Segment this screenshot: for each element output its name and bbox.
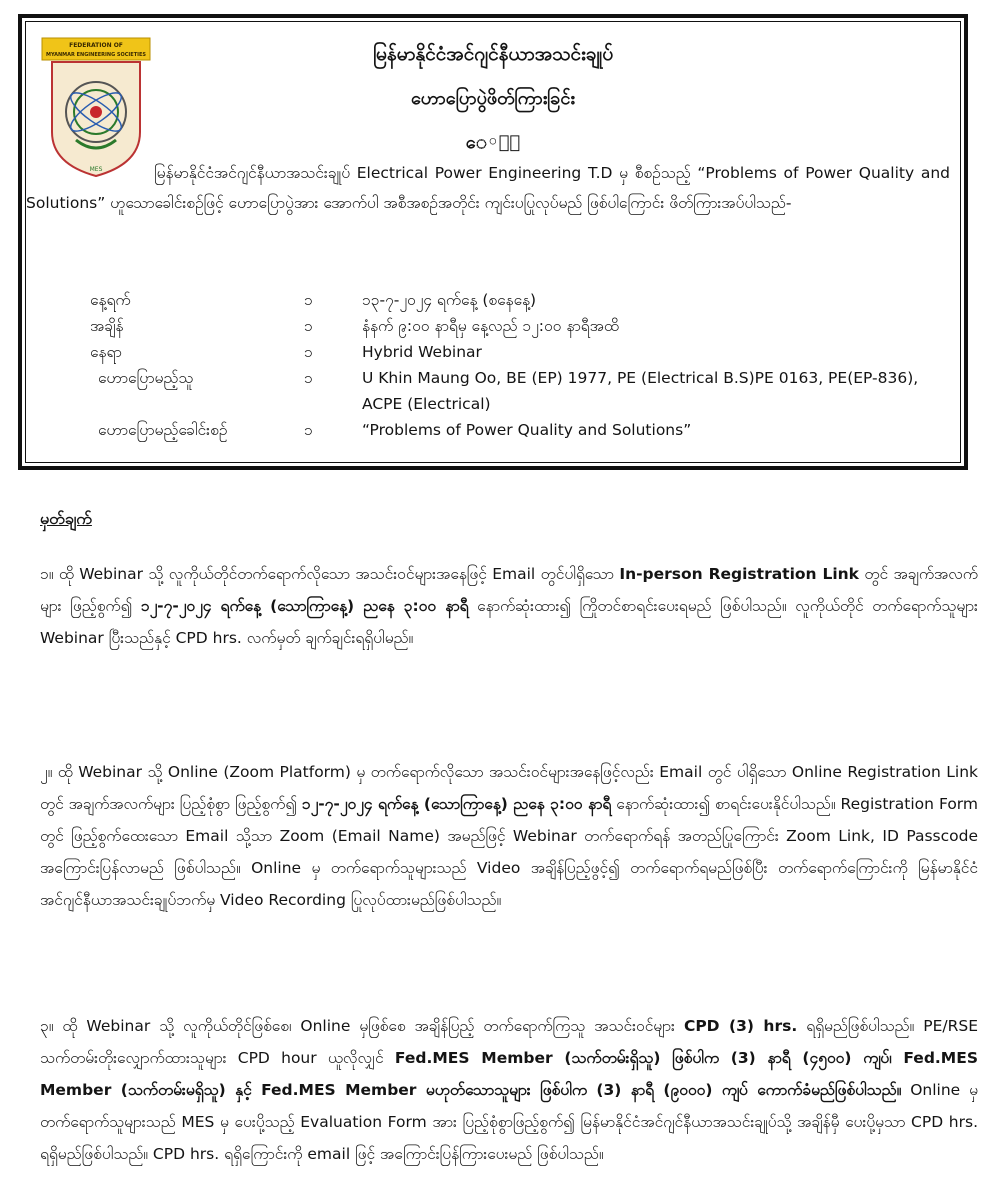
details-separator: ၁ (304, 421, 313, 439)
details-separator: ၁ (304, 317, 313, 335)
details-label: နေရာ (90, 343, 122, 361)
note-paragraph-2 (40, 756, 978, 916)
notice-frame (18, 14, 968, 470)
details-row-topic (90, 417, 950, 443)
details-value: နံနက် ၉:၀၀ နာရီမှ နေ့လည် ၁၂:၀၀ နာရီအထိ (362, 317, 619, 335)
note-bold-text: ၁၂-၇-၂၀၂၄ ရက်နေ့ (သောကြာနေ့) ညနေ ၃:၀၀ နာရီ (301, 795, 612, 813)
note-text: Online မှ တက်ရောက်သူများသည် MES မှ ပေးပို့သည့် Evaluation Form အား ပြည့်စုံစွာဖြည့်စွက်၍ မြန်မာနိုင်ငံအင်ဂျင်နီယာအသင်းချုပ်သို့ အချိန်မှီ ပေးပို့မှသာ CPD hrs. ရရှိမည်ဖြစ်ပါသည်။ CPD hrs. ရရှိကြောင်းကို email ဖြင့် အကြောင်းပြန်ကြားပေးမည် ဖြစ်ပါသည်။ (40, 1081, 978, 1163)
details-value: U Khin Maung Oo, BE (EP) 1977, PE (Electrical B.S)PE 0163, PE(EP-836), ACPE (Electrical) (362, 369, 919, 413)
note-paragraph-1 (40, 558, 978, 654)
intro-paragraph: မြန်မာနိုင်ငံအင်ဂျင်နီယာအသင်းချုပ် Electrical Power Engineering T.D မှ စီစဉ်သည့် “Problems of Power Quality and Solutions” ဟူသောခေါင်းစဉ်ဖြင့် ဟောပြောပွဲအား အောက်ပါ အစီအစဉ်အတိုင်း ကျင်းပပြုလုပ်မည် ဖြစ်ပါကြောင်း ဖိတ်ကြားအပ်ပါသည်- (26, 164, 950, 212)
note-text: ၃။ ထို Webinar သို့ လူကိုယ်တိုင်ဖြစ်စေ၊ Online မှဖြစ်စေ အချိန်ပြည့် တက်ရောက်ကြသူ အသင်းဝင်များ (40, 1017, 684, 1035)
details-value: Hybrid Webinar (362, 343, 482, 361)
note-bold-text: In-person Registration Link (619, 565, 859, 583)
svg-text:FEDERATION OF: FEDERATION OF (69, 42, 123, 49)
note-text: ၂။ ထို Webinar သို့ Online (Zoom Platform) မှ တက်ရောက်လိုသော အသင်းဝင်များအနေဖြင့်လည်း Email တွင် ပါရှိသော Online Registration Link တွင် အချက်အလက်များ ပြည့်စုံစွာ ဖြည့်စွက်၍ (40, 763, 978, 813)
note-text: တွင် အချက်အလက်များ ဖြည့်စွက်၍ (40, 565, 978, 615)
details-label: ဟောပြောမည့်ခေါင်းစဉ် (98, 421, 228, 439)
details-label: အချိန် (90, 317, 124, 335)
notice-title: ဟောပြောပွဲဖိတ်ကြားခြင်း (411, 88, 575, 109)
note-bold-text: CPD (3) hrs. (683, 1017, 798, 1035)
event-details-table (90, 287, 950, 443)
note-bold-text: Fed.MES Member (သက်တမ်းရှိသူ) ဖြစ်ပါက (3) နာရီ (၄၅၀၀) ကျပ်၊ Fed.MES Member (သက်တမ်းမရှိသူ) နှင့် Fed.MES Member မဟုတ်သောသူများ ဖြစ်ပါက (3) နာရီ (၉၀၀၀) ကျပ် ကောက်ခံမည်ဖြစ်ပါသည်။ (40, 1049, 978, 1099)
details-row-venue (90, 339, 950, 365)
org-title: မြန်မာနိုင်ငံအင်ဂျင်နီယာအသင်းချုပ် (372, 43, 614, 65)
details-separator: ၁ (304, 291, 313, 309)
notice-frame-inner (25, 21, 961, 463)
note-paragraph-3 (40, 1010, 978, 1170)
details-value: ၁၃-၇-၂၀၂၄ ရက်နေ့ (စနေနေ့) (362, 291, 537, 309)
details-row-date (90, 287, 950, 313)
note-bold-text: ၁၂-၇-၂၀၂၄ ရက်နေ့ (သောကြာနေ့) ညနေ ၃:၀၀ နာရီ (140, 597, 469, 615)
svg-text:MYANMAR ENGINEERING SOCIETIES: MYANMAR ENGINEERING SOCIETIES (45, 52, 147, 58)
note-text: နောက်ဆုံးထား၍ ကြိုတင်စာရင်းပေးရမည် ဖြစ်ပါသည်။ လူကိုယ်တိုင် တက်ရောက်သူများ Webinar ပြီးသည်နှင့် CPD hrs. လက်မှတ် ချက်ချင်းရရှိပါမည်။ (40, 597, 978, 647)
details-separator: ၁ (304, 369, 313, 387)
details-label: ဟောပြောမည့်သူ (98, 369, 194, 387)
details-separator: ၁ (304, 343, 313, 361)
note-text: ရရှိမည်ဖြစ်ပါသည်။ PE/RSE သက်တမ်းတိုးလျှောက်ထားသူများ CPD hour ယူလိုလျှင် (40, 1017, 979, 1067)
details-row-time (90, 313, 950, 339)
notes-heading: မှတ်ချက် (40, 509, 92, 528)
note-text: ၁။ ထို Webinar သို့ လူကိုယ်တိုင်တက်ရောက်လိုသော အသင်းဝင်များအနေဖြင့် Email တွင်ပါရှိသော (40, 565, 620, 583)
details-row-speaker (90, 365, 950, 417)
details-label: နေ့ရက် (90, 291, 131, 309)
note-text: နောက်ဆုံးထား၍ စာရင်းပေးနိုင်ပါသည်။ Registration Form တွင် ဖြည့်စွက်ထေးသော Email သို့သာ Zoom (Email Name) အမည်ဖြင့် Webinar တက်ရောက်ရန် အတည်ပြုကြောင်း Zoom Link, ID Passcode အကြောင်းပြန်လာမည် ဖြစ်ပါသည်။ Online မှ တက်ရောက်သူများသည် Video အချိန်ပြည့်ဖွင့်၍ တက်ရောက်ရမည်ဖြစ်ပြီး တက်ရောက်ကြောင်းကို မြန်မာနိုင်ငံအင်ဂျင်နီယာအသင်းချုပ်ဘက်မှ Video Recording ပြုလုပ်ထားမည်ဖြစ်ပါသည်။ (40, 795, 979, 909)
svg-text:MES: MES (89, 166, 103, 173)
details-value: “Problems of Power Quality and Solutions” (362, 421, 692, 439)
ornament-flourish: ေ◦ႊေ (465, 132, 521, 153)
